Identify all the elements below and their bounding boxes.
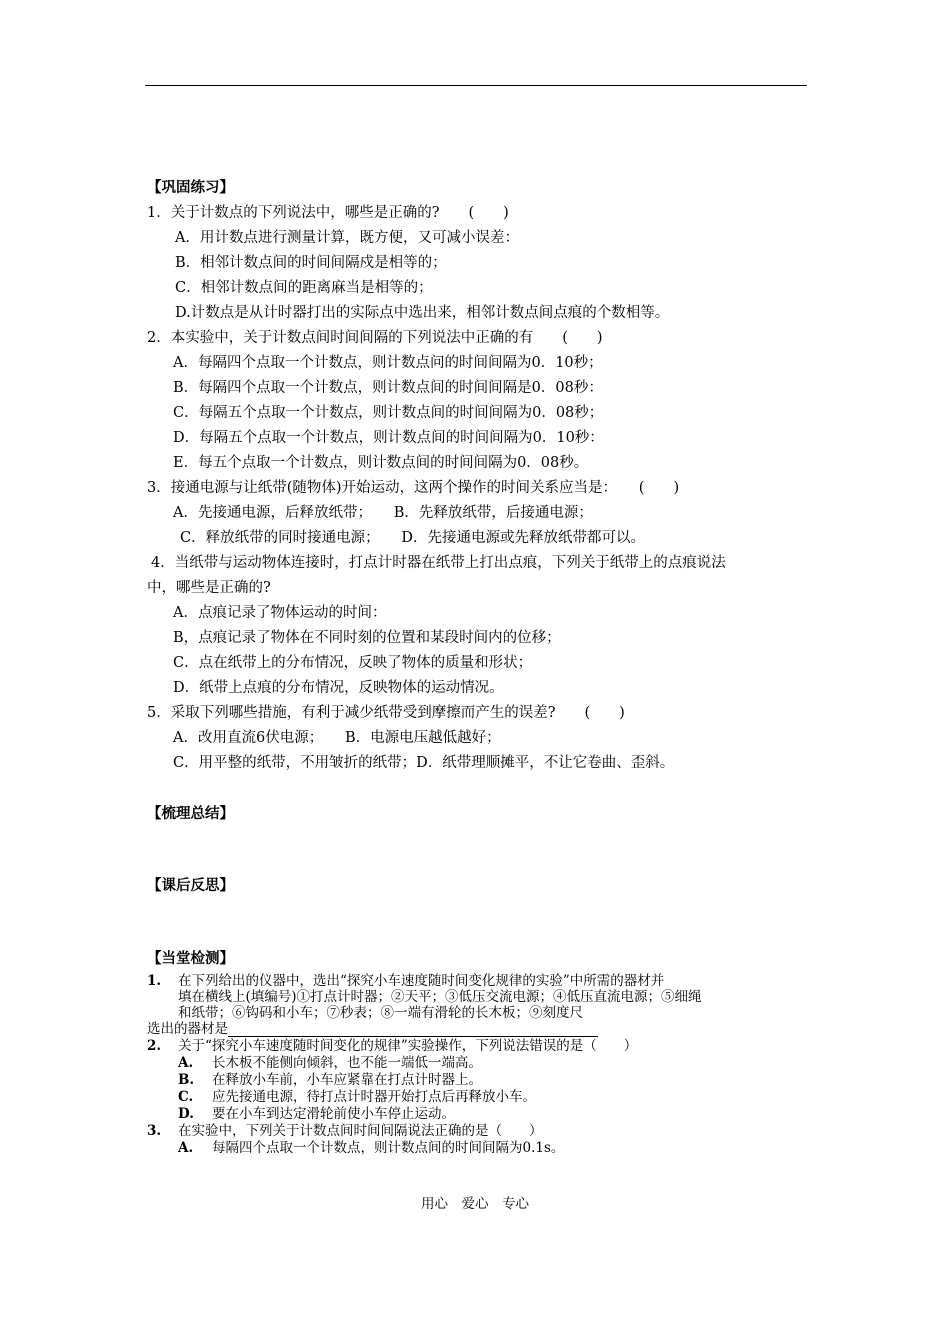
- practice-q5-stem: 5．采取下列哪些措施，有利于减少纸带受到摩擦而产生的误差? ( ): [147, 705, 625, 721]
- test-q3-stem: 在实验中，下列关于计数点间时间间隔说法正确的是（ ）: [178, 1123, 543, 1139]
- test-q1-answer-blank[interactable]: [228, 1022, 598, 1037]
- test-q2-option-label: C.: [178, 1089, 194, 1105]
- practice-q3-stem: 3．接通电源与让纸带(随物体)开始运动，这两个操作的时间关系应当是： ( ): [147, 480, 680, 496]
- practice-q3-options-cd: C．释放纸带的同时接通电源； D．先接通电源或先释放纸带都可以。: [180, 530, 645, 546]
- test-q2-option-label: A.: [178, 1055, 194, 1071]
- practice-q4-option-d: D．纸带上点痕的分布情况，反映物体的运动情况。: [173, 680, 504, 696]
- test-q1-line3: 和纸带；⑥钩码和小车；⑦秒表；⑧一端有滑轮的长木板；⑨刻度尺: [178, 1005, 583, 1021]
- practice-q4-option-c: C．点在纸带上的分布情况，反映了物体的质量和形状；: [173, 655, 533, 671]
- practice-q4-option-b: B，点痕记录了物体在不同时刻的位置和某段时间内的位移；: [173, 630, 561, 646]
- practice-q1-stem: 1．关于计数点的下列说法中，哪些是正确的? ( ): [147, 205, 509, 221]
- test-q3-option-label: A.: [178, 1140, 194, 1156]
- practice-q2-option-a: A．每隔四个点取一个计数点，则计数点问的时间间隔为0．10秒；: [173, 355, 603, 371]
- practice-q5-options-cd: C．用平整的纸带，不用皱折的纸带；D．纸带理顺摊平，不让它卷曲、歪斜。: [173, 755, 675, 771]
- practice-q4-option-a: A．点痕记录了物体运动的时间：: [173, 605, 387, 621]
- practice-q3-options-ab: A．先接通电源，后释放纸带； B．先释放纸带，后接通电源；: [173, 505, 593, 521]
- section-heading-summary: 【梳理总结】: [147, 805, 234, 822]
- test-q2-option-label: B.: [178, 1072, 195, 1088]
- test-q3-option-text: 每隔四个点取一个计数点，则计数点间的时间间隔为0.1s。: [212, 1140, 565, 1156]
- header-rule: [145, 85, 807, 86]
- practice-q2-option-d: D．每隔五个点取一个计数点，则计数点间的时间间隔为0．10秒：: [173, 430, 604, 446]
- test-q2-option-text: 应先接通电源，待打点计时器开始打点后再释放小车。: [212, 1089, 536, 1105]
- practice-q4-stem-line1: 4．当纸带与运动物体连接时，打点计时器在纸带上打出点痕，下列关于纸带上的点痕说法: [151, 555, 726, 571]
- test-q1-line2: 填在横线上(填编号)①打点计时器；②天平；③低压交流电源；④低压直流电源；⑤细绳: [178, 989, 702, 1005]
- practice-q2-option-b: B．每隔四个点取一个计数点，则计数点间的时间间隔是0．08秒：: [173, 380, 603, 396]
- test-q2-number: 2.: [147, 1038, 162, 1054]
- test-q2-option-text: 长木板不能侧向倾斜，也不能一端低一端高。: [212, 1055, 482, 1071]
- practice-q1-option-c: C．相邻计数点间的距离麻当是相等的；: [175, 280, 433, 296]
- practice-q1-option-b: B．相邻计数点间的时间间隔戍是相等的；: [175, 255, 447, 271]
- test-q1-number: 1.: [147, 973, 162, 989]
- test-q1-answer-row: [147, 1021, 598, 1037]
- test-q2-option-text: 要在小车到达定滑轮前使小车停止运动。: [212, 1106, 455, 1122]
- practice-q2-option-e: E．每五个点取一个计数点，则计数点间的时间间隔为0．08秒。: [173, 455, 589, 471]
- test-q3-number: 3.: [147, 1123, 162, 1139]
- practice-q1-option-a: A．用计数点进行测量计算，既方便，又可减小误差：: [175, 230, 519, 246]
- test-q2-option-label: D.: [178, 1106, 194, 1122]
- section-heading-consolidation: 【巩固练习】: [147, 179, 234, 196]
- practice-q2-option-c: C．每隔五个点取一个计数点，则计数点间的时间间隔为0．08秒；: [173, 405, 604, 421]
- test-q2-option-text: 在释放小车前，小车应紧靠在打点计时器上。: [212, 1072, 482, 1088]
- practice-q2-stem: 2．本实验中，关于计数点间时间间隔的下列说法中正确的有 ( ): [147, 330, 603, 346]
- test-q1-line1: 在下列给出的仪器中，选出“探究小车速度随时间变化规律的实验”中所需的器材并: [178, 973, 665, 989]
- practice-q1-option-d: D.计数点是从计时器打出的实际点中选出来，相邻计数点间点痕的个数相等。: [175, 305, 670, 321]
- section-heading-test: 【当堂检测】: [147, 950, 234, 967]
- test-q2-stem: 关于“探究小车速度随时间变化的规律”实验操作，下列说法错误的是（ ）: [178, 1038, 638, 1054]
- section-heading-reflection: 【课后反思】: [147, 877, 234, 894]
- practice-q4-stem-line2: 中，哪些是正确的?: [147, 580, 271, 596]
- practice-q5-options-ab: A．改用直流6伏电源； B．电源电压越低越好；: [173, 730, 501, 746]
- test-q1-answer-label: 选出的器材是: [147, 1021, 228, 1037]
- page-footer: 用心 爱心 专心: [421, 1196, 529, 1212]
